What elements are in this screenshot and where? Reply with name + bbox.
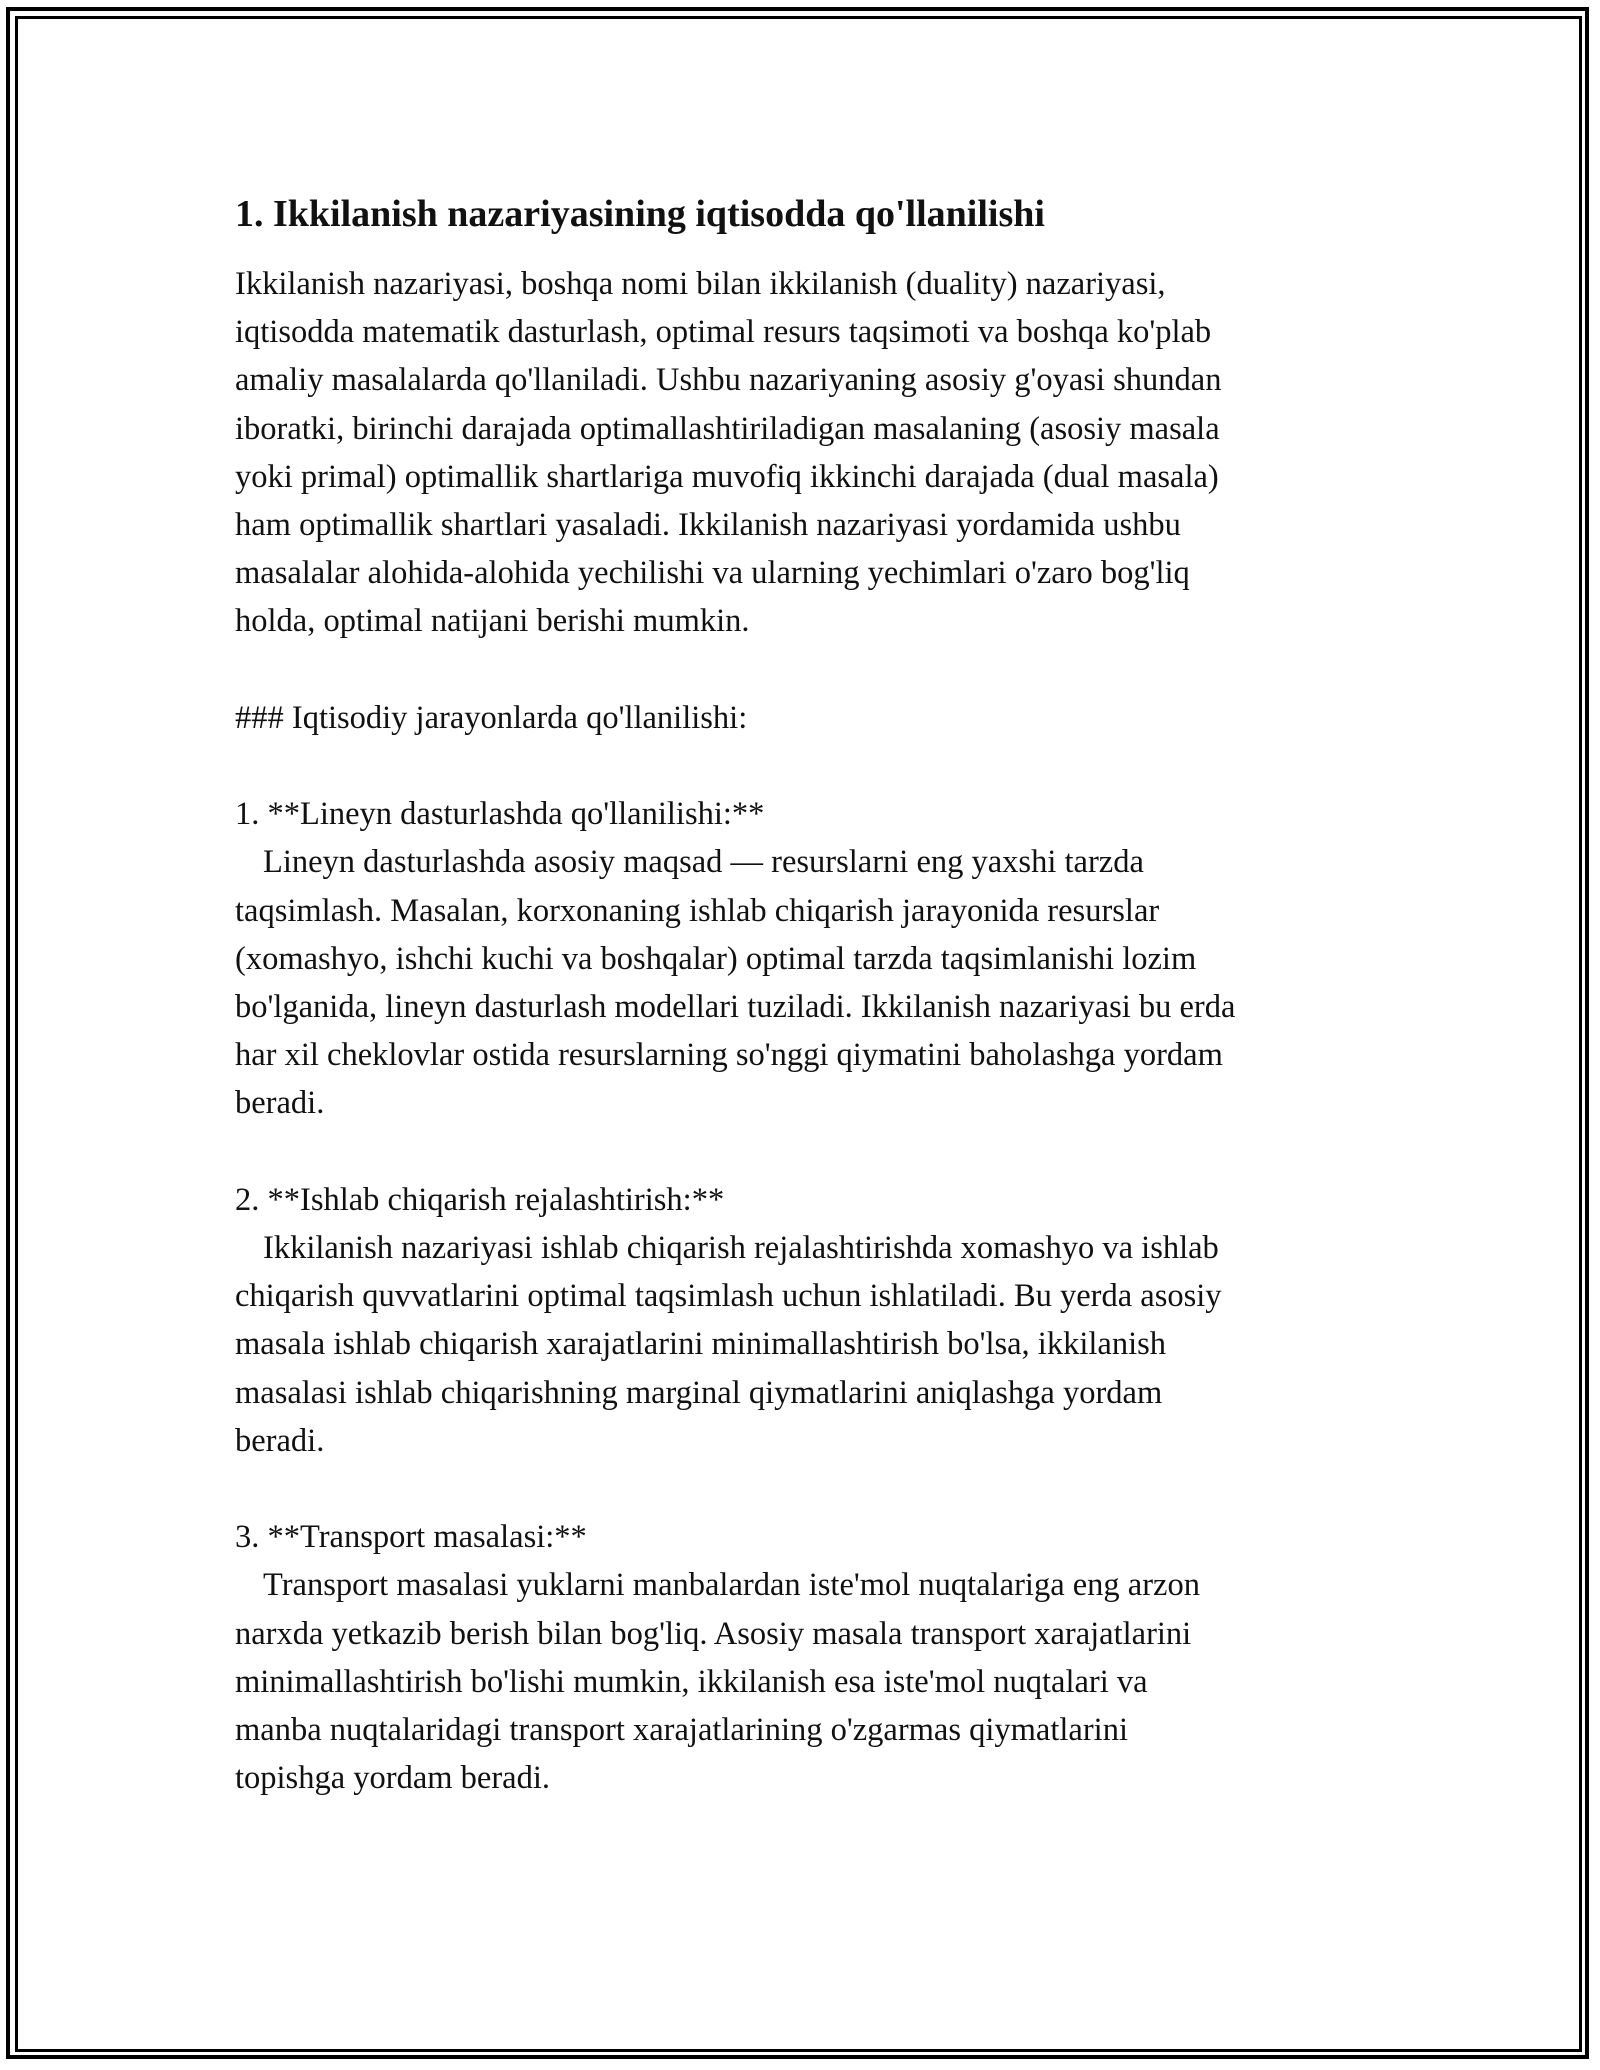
section-line: masalasi ishlab chiqarishning marginal qiymatlarini aniqlashga yordam: [235, 1374, 1163, 1411]
intro-line: iboratki, birinchi darajada optimallashtiriladigan masalaning (asosiy masala: [235, 410, 1220, 447]
section-production-planning: [235, 1176, 1375, 1465]
intro-paragraph: [235, 260, 1375, 646]
intro-line: ham optimallik shartlari yasaladi. Ikkilanish nazariyasi yordamida ushbu: [235, 507, 1181, 544]
document-title: 1. Ikkilanish nazariyasining iqtisodda qo'llanilishi: [235, 193, 1045, 235]
section-line: manba nuqtalaridagi transport xarajatlarining o'zgarmas qiymatlarini: [235, 1712, 1128, 1749]
section-line: topishga yordam beradi.: [235, 1760, 550, 1797]
subheading: ### Iqtisodiy jarayonlarda qo'llanilishi:: [235, 699, 748, 736]
section-line: (xomashyo, ishchi kuchi va boshqalar) optimal tarzda taqsimlanishi lozim: [235, 940, 1197, 977]
section-line: har xil cheklovlar ostida resurslarning so'nggi qiymatini baholashga yordam: [235, 1037, 1223, 1074]
intro-line: amaliy masalalarda qo'llaniladi. Ushbu nazariyaning asosiy g'oyasi shundan: [235, 362, 1222, 399]
section-line: narxda yetkazib berish bilan bog'liq. Asosiy masala transport xarajatlarini: [235, 1615, 1192, 1652]
section-line: chiqarish quvvatlarini optimal taqsimlash uchun ishlatiladi. Bu yerda asosiy: [235, 1278, 1222, 1315]
blank-line: [235, 742, 1375, 790]
intro-line: Ikkilanish nazariyasi, boshqa nomi bilan ikkilanish (duality) nazariyasi,: [235, 266, 1166, 302]
section-line: beradi.: [235, 1422, 325, 1459]
intro-line: iqtisodda matematik dasturlash, optimal resurs taqsimoti va boshqa ko'plab: [235, 314, 1212, 351]
intro-line: yoki primal) optimallik shartlariga muvofiq ikkinchi darajada (dual masala): [235, 458, 1219, 495]
document-body: [235, 188, 1375, 1802]
section-heading: 3. **Transport masalasi:**: [235, 1519, 587, 1556]
section-line: Lineyn dasturlashda asosiy maqsad — resurslarni eng yaxshi tarzda: [263, 844, 1144, 881]
section-heading: 2. **Ishlab chiqarish rejalashtirish:**: [235, 1181, 725, 1218]
section-line: bo'lganida, lineyn dasturlash modellari tuziladi. Ikkilanish nazariyasi bu erda: [235, 989, 1236, 1026]
section-line: beradi.: [235, 1085, 325, 1122]
section-line: Ikkilanish nazariyasi ishlab chiqarish rejalashtirishda xomashyo va ishlab: [263, 1230, 1219, 1267]
section-line: masala ishlab chiqarish xarajatlarini minimallashtirish bo'lsa, ikkilanish: [235, 1326, 1166, 1363]
section-line: taqsimlash. Masalan, korxonaning ishlab chiqarish jarayonida resurslar: [235, 892, 1160, 929]
section-line: minimallashtirish bo'lishi mumkin, ikkilanish esa iste'mol nuqtalari va: [235, 1663, 1148, 1700]
blank-line: [235, 646, 1375, 694]
section-line: Transport masalasi yuklarni manbalardan iste'mol nuqtalariga eng arzon: [263, 1567, 1200, 1604]
intro-line: masalalar alohida-alohida yechilishi va ularning yechimlari o'zaro bog'liq: [235, 555, 1190, 592]
section-linear-programming: [235, 790, 1375, 1127]
blank-line: [235, 1128, 1375, 1176]
section-transport-problem: [235, 1513, 1375, 1802]
section-heading: 1. **Lineyn dasturlashda qo'llanilishi:**: [235, 796, 765, 833]
blank-line: [235, 1465, 1375, 1513]
intro-line: holda, optimal natijani berishi mumkin.: [235, 603, 750, 640]
